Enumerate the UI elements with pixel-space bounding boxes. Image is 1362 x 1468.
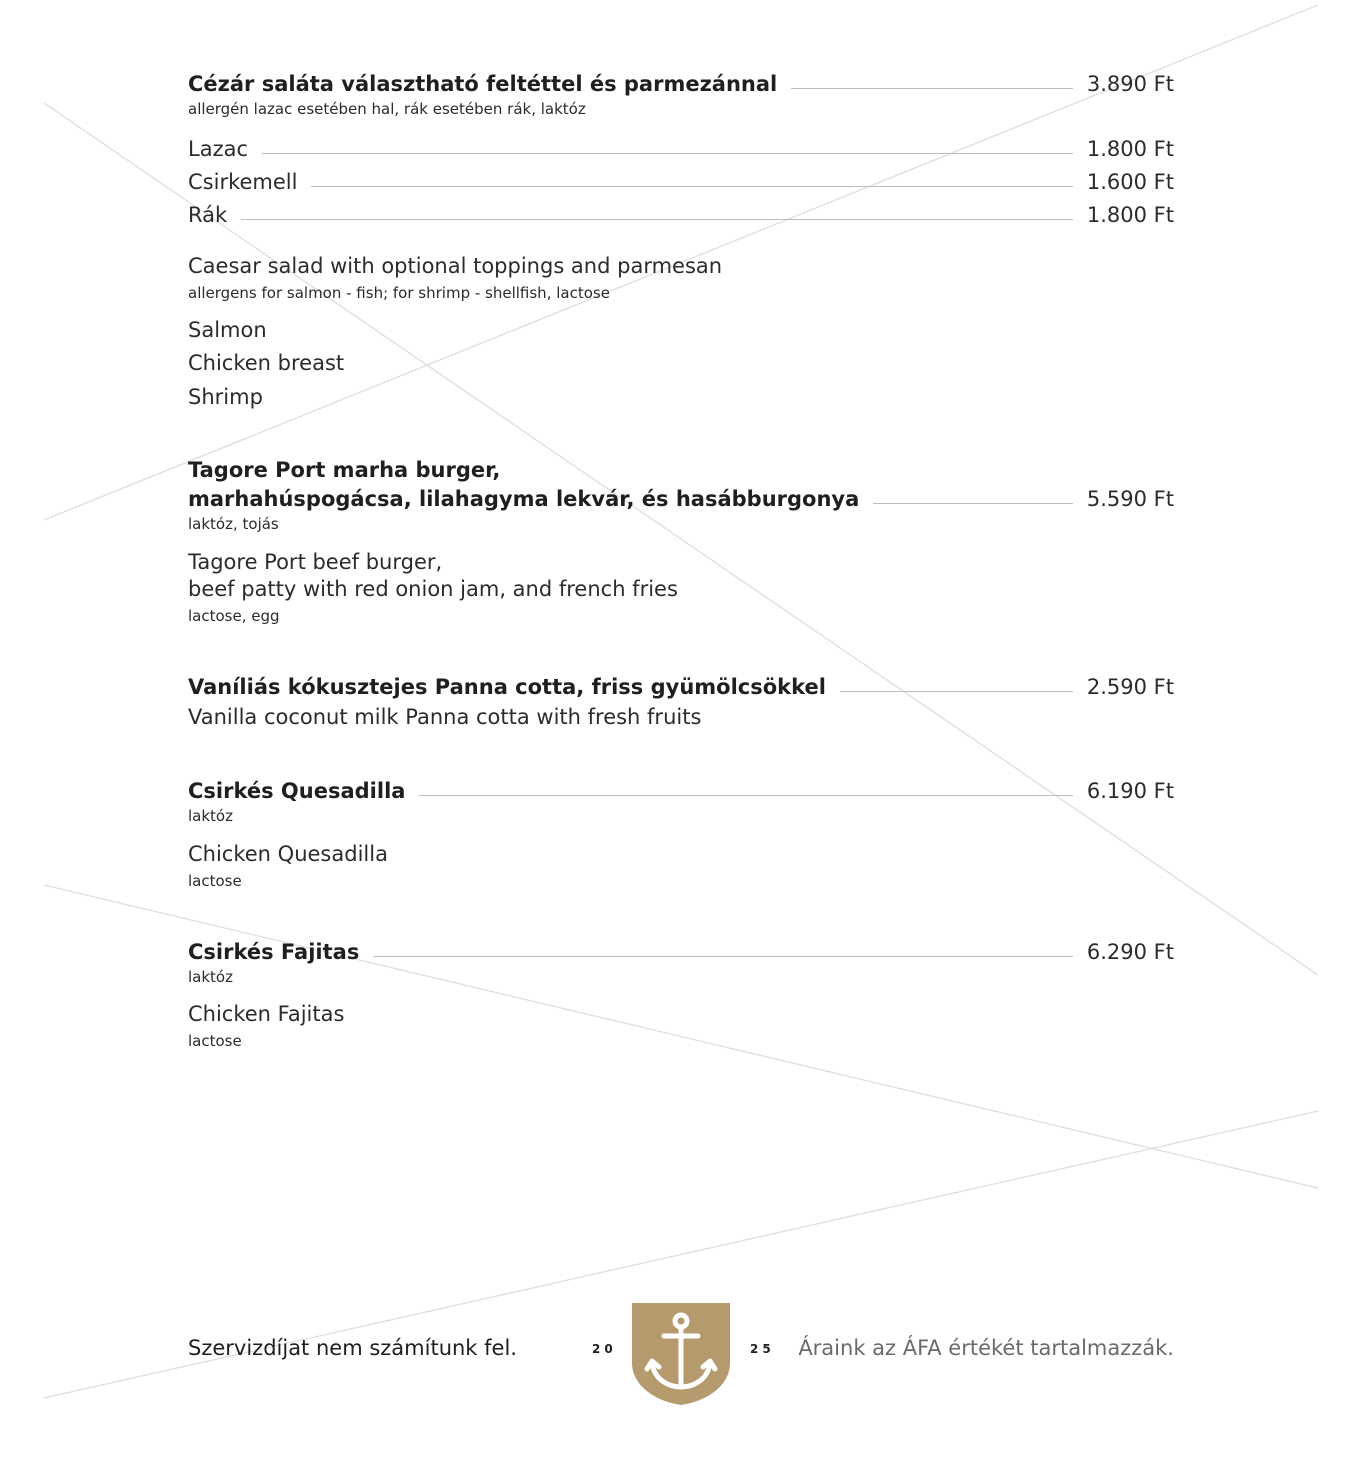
year-left: 20 bbox=[592, 1342, 617, 1356]
topping-price: 1.800 Ft bbox=[1086, 137, 1174, 161]
vat-note: Áraink az ÁFA értékét tartalmazzák. bbox=[798, 1336, 1174, 1360]
item-english-allergen: allergens for salmon - fish; for shrimp - shellfish, lactose bbox=[188, 284, 610, 302]
dotted-leader bbox=[873, 503, 1073, 504]
dotted-leader bbox=[373, 956, 1073, 957]
topping-row bbox=[188, 200, 1174, 230]
item-title: Cézár saláta választható feltéttel és parmezánnal bbox=[188, 72, 778, 96]
item-english-title-line1: Tagore Port beef burger, bbox=[188, 550, 443, 574]
service-charge-note: Szervizdíjat nem számítunk fel. bbox=[188, 1336, 517, 1360]
item-english-title: Vanilla coconut milk Panna cotta with fresh fruits bbox=[188, 705, 702, 729]
english-topping: Chicken breast bbox=[188, 351, 345, 375]
item-price: 2.590 Ft bbox=[1086, 675, 1174, 699]
item-english-title-line2: beef patty with red onion jam, and french fries bbox=[188, 577, 678, 601]
item-price: 6.290 Ft bbox=[1086, 940, 1174, 964]
item-english-allergen: lactose bbox=[188, 872, 242, 890]
dotted-leader bbox=[311, 186, 1072, 187]
item-allergen: laktóz bbox=[188, 807, 233, 825]
year-right: 25 bbox=[750, 1342, 775, 1356]
topping-price: 1.800 Ft bbox=[1086, 203, 1174, 227]
anchor-shield-icon bbox=[630, 1301, 732, 1407]
menu-item-panna-cotta bbox=[188, 672, 1174, 702]
menu-item-quesadilla bbox=[188, 776, 1174, 806]
english-topping: Salmon bbox=[188, 318, 267, 342]
topping-name: Csirkemell bbox=[188, 170, 298, 194]
dotted-leader bbox=[791, 88, 1073, 89]
item-english-title: Chicken Quesadilla bbox=[188, 842, 388, 866]
english-topping: Shrimp bbox=[188, 385, 263, 409]
item-english-allergen: lactose, egg bbox=[188, 607, 280, 625]
item-title: Csirkés Fajitas bbox=[188, 940, 360, 964]
item-english-title: Chicken Fajitas bbox=[188, 1002, 345, 1026]
item-title-line2: marhahúspogácsa, lilahagyma lekvár, és hasábburgonya bbox=[188, 487, 860, 511]
item-allergen: laktóz, tojás bbox=[188, 515, 279, 533]
item-allergen: laktóz bbox=[188, 968, 233, 986]
menu-item-fajitas bbox=[188, 937, 1174, 967]
menu-item-caesar-salad bbox=[188, 69, 1174, 99]
dotted-leader bbox=[262, 153, 1073, 154]
dotted-leader bbox=[840, 691, 1073, 692]
item-english-allergen: lactose bbox=[188, 1032, 242, 1050]
menu-item-burger bbox=[188, 484, 1174, 514]
item-price: 5.590 Ft bbox=[1086, 487, 1174, 511]
item-title-line1: Tagore Port marha burger, bbox=[188, 458, 501, 482]
topping-price: 1.600 Ft bbox=[1086, 170, 1174, 194]
dotted-leader bbox=[419, 795, 1072, 796]
topping-name: Rák bbox=[188, 203, 228, 227]
topping-name: Lazac bbox=[188, 137, 249, 161]
topping-row bbox=[188, 167, 1174, 197]
dotted-leader bbox=[241, 219, 1073, 220]
item-title: Csirkés Quesadilla bbox=[188, 779, 406, 803]
item-title: Vaníliás kókusztejes Panna cotta, friss gyümölcsökkel bbox=[188, 675, 826, 699]
item-allergen: allergén lazac esetében hal, rák esetében rák, laktóz bbox=[188, 100, 586, 118]
item-price: 6.190 Ft bbox=[1086, 779, 1174, 803]
item-price: 3.890 Ft bbox=[1086, 72, 1174, 96]
item-english-title: Caesar salad with optional toppings and parmesan bbox=[188, 254, 723, 278]
topping-row bbox=[188, 134, 1174, 164]
